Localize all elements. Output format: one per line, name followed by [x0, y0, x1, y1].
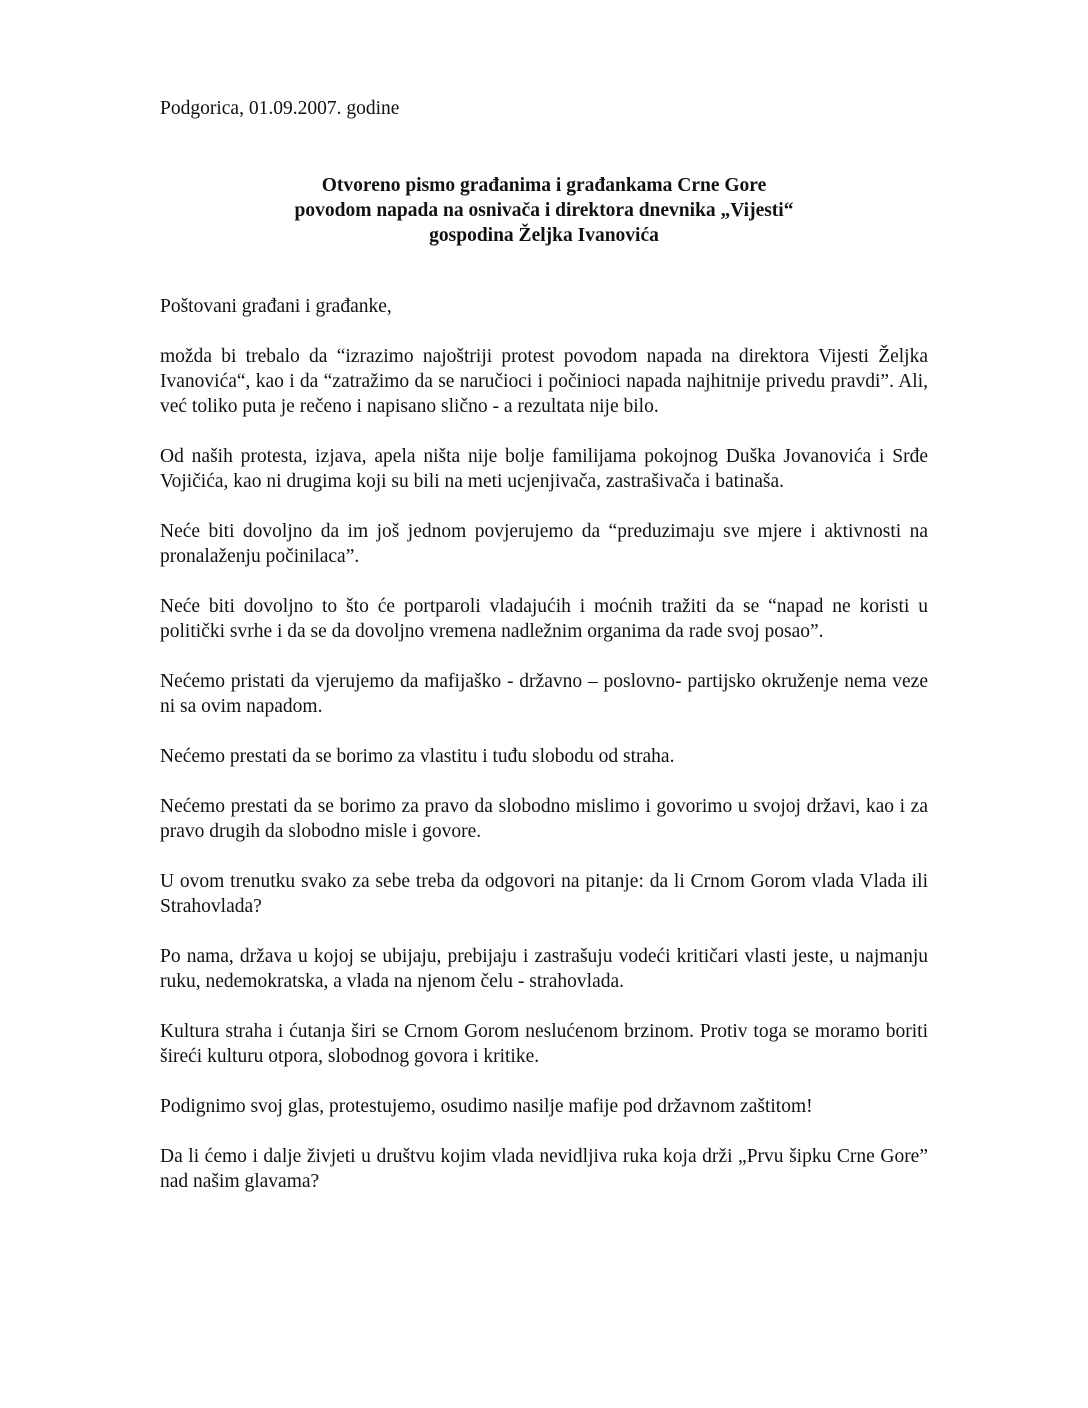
letter-paragraph: Nećemo prestati da se borimo za vlastitu i tuđu slobodu od straha. — [160, 746, 675, 767]
letter-title — [160, 173, 928, 248]
letter-body — [160, 96, 928, 1194]
letter-paragraph: Neće biti dovoljno to što će portparoli vladajućih i moćnih tražiti da se “napad ne koristi u politički svrhe i da se da dovoljno vremena nadležnim organima da rade svoj posao”. — [160, 596, 928, 642]
letter-paragraph: Da li ćemo i dalje živjeti u društvu kojim vlada nevidljiva ruka koja drži „Prvu šipku Crne Gore” nad našim glavama? — [160, 1146, 928, 1192]
title-line: gospodina Željka Ivanovića — [429, 225, 659, 246]
letter-paragraph: možda bi trebalo da “izrazimo najoštriji protest povodom napada na direktora Vijesti Željka Ivanovića“, kao i da “zatražimo da se naručioci i počinioci napada najhitnije privedu pravdi”. Ali, već toliko puta je rečeno i napisano slično - a rezultata nije bilo. — [160, 346, 928, 417]
letter-paragraph: Podignimo svoj glas, protestujemo, osudimo nasilje mafije pod državnom zaštitom! — [160, 1096, 813, 1117]
title-line: Otvoreno pismo građanima i građankama Crne Gore — [321, 175, 767, 196]
letter-paragraph: Nećemo pristati da vjerujemo da mafijaško - državno – poslovno- partijsko okruženje nema veze ni sa ovim napadom. — [160, 671, 928, 717]
letter-salutation: Poštovani građani i građanke, — [160, 296, 392, 317]
letter-paragraph: Neće biti dovoljno da im još jednom povjerujemo da “preduzimaju sve mjere i aktivnosti na pronalaženju počinilaca”. — [160, 521, 928, 567]
letter-paragraph: Od naših protesta, izjava, apela ništa nije bolje familijama pokojnog Duška Jovanovića i Srđe Vojičića, kao ni drugima koji su bili na meti ucjenjivača, zastrašivača i batinaša. — [160, 446, 928, 492]
letter-paragraph: Po nama, država u kojoj se ubijaju, prebijaju i zastrašuju vodeći kritičari vlasti jeste, u najmanju ruku, nedemokratska, a vlada na njenom čelu - strahovlada. — [160, 946, 928, 992]
letter-paragraph: Kultura straha i ćutanja širi se Crnom Gorom neslućenom brzinom. Protiv toga se moramo boriti šireći kulturu otpora, slobodnog govora i kritike. — [160, 1021, 928, 1067]
letter-paragraph: Nećemo prestati da se borimo za pravo da slobodno mislimo i govorimo u svojoj državi, kao i za pravo drugih da slobodno misle i govore. — [160, 796, 928, 842]
letter-date: Podgorica, 01.09.2007. godine — [160, 98, 400, 119]
title-line: povodom napada na osnivača i direktora dnevnika „Vijesti“ — [294, 200, 794, 221]
letter-paragraph: U ovom trenutku svako za sebe treba da odgovori na pitanje: da li Crnom Gorom vlada Vlada ili Strahovlada? — [160, 871, 928, 917]
